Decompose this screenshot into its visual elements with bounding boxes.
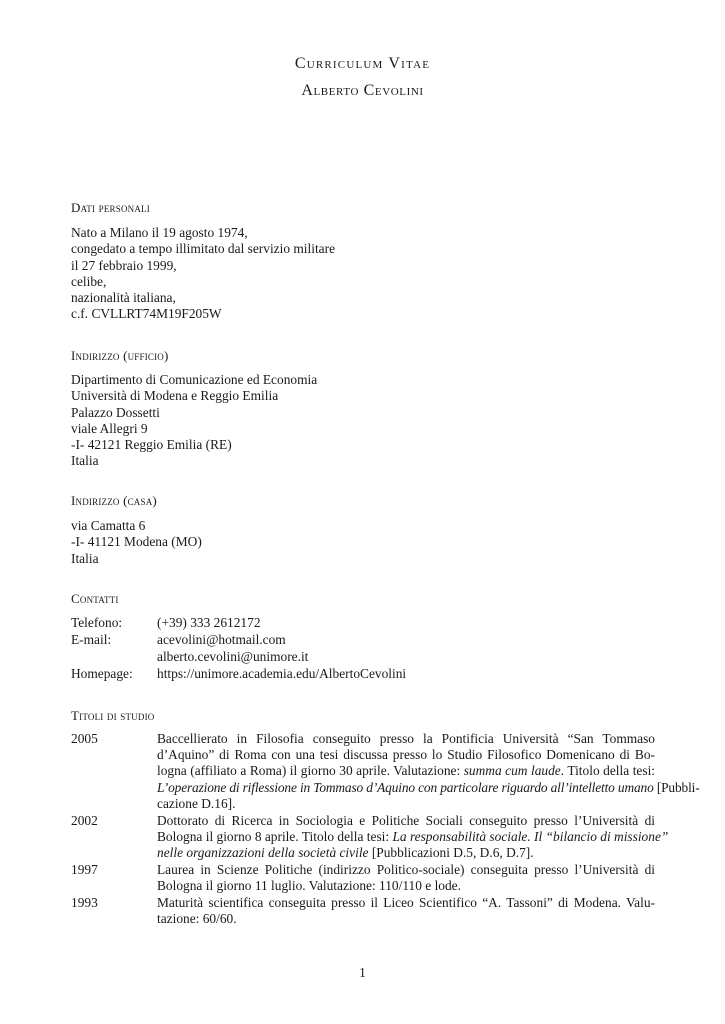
education-line: d’Aquino” di Roma con una tesi discussa presso lo Studio Filosofico Domenicano di Bo- — [157, 747, 655, 763]
education-text: logna (affiliato a Roma) il giorno 30 aprile. Valutazione: — [157, 763, 464, 779]
section-heading-personal: Dati personali — [71, 200, 150, 215]
education-line: Dottorato di Ricerca in Sociologia e Politiche Sociali conseguito presso l’Università di — [157, 813, 655, 828]
address-line: via Camatta 6 — [71, 518, 146, 533]
education-line: tazione: 60/60. — [157, 911, 237, 927]
email-link[interactable]: acevolini@hotmail.com — [157, 632, 286, 647]
education-year: 2005 — [71, 731, 98, 746]
address-line: Italia — [71, 453, 99, 469]
homepage-label: Homepage: — [71, 666, 133, 681]
education-line: Bologna il giorno 11 luglio. Valutazione: 110/110 e lode. — [157, 878, 461, 894]
education-text: [Pubblicazioni D.5, D.6, D.7]. — [368, 845, 534, 861]
education-year: 1993 — [71, 895, 98, 910]
office-address — [71, 372, 317, 470]
personal-line: Nato a Milano il 19 agosto 1974, — [71, 225, 248, 240]
education-line: Laurea in Scienze Politiche (indirizzo Politico-sociale) conseguita presso l’Università di — [157, 862, 655, 877]
personal-info — [71, 225, 335, 323]
thesis-title: La responsabilità sociale. Il “bilancio di missione” — [392, 829, 669, 845]
address-line: Palazzo Dossetti — [71, 404, 160, 420]
phone-label: Telefono: — [71, 615, 123, 630]
education-line — [157, 779, 700, 796]
document-title: Curriculum Vitae — [294, 55, 431, 72]
education-description — [157, 862, 655, 894]
education-line: Maturità scientifica conseguita presso il Liceo Scientifico “A. Tassoni” di Modena. Valu- — [157, 895, 655, 910]
education-description — [157, 731, 700, 812]
address-line: -I- 41121 Modena (MO) — [71, 534, 202, 550]
education-grade: summa cum laude — [463, 763, 561, 779]
education-description — [157, 813, 669, 862]
personal-line: congedato a tempo illimitato dal servizio militare — [71, 241, 336, 257]
thesis-title: L’operazione di riflessione in Tommaso d’Aquino con particolare riguardo all’intelletto umano — [157, 779, 654, 795]
personal-line: c.f. CVLLRT74M19F205W — [71, 306, 222, 322]
email-label: E-mail: — [71, 632, 112, 647]
address-line: Università di Modena e Reggio Emilia — [71, 388, 279, 404]
home-address — [71, 518, 202, 567]
education-year: 1997 — [71, 862, 98, 877]
section-heading-education: Titoli di studio — [71, 708, 155, 723]
thesis-title: nelle organizzazioni della società civile — [157, 845, 369, 861]
education-text: [Pubbli- — [653, 779, 700, 795]
education-description — [157, 895, 655, 927]
address-line: -I- 42121 Reggio Emilia (RE) — [71, 437, 232, 453]
address-line: Italia — [71, 550, 99, 566]
education-line — [157, 845, 655, 861]
section-heading-home-address: Indirizzo (casa) — [71, 493, 157, 508]
education-line — [157, 829, 669, 845]
address-line: viale Allegri 9 — [71, 420, 148, 436]
email-link[interactable]: alberto.cevolini@unimore.it — [157, 649, 309, 664]
education-text: . Titolo della tesi: — [560, 763, 656, 779]
education-line: Baccellierato in Filosofia conseguito presso la Pontificia Università “San Tommaso — [157, 731, 655, 746]
address-line: Dipartimento di Comunicazione ed Economia — [71, 372, 318, 387]
phone-value: (+39) 333 2612172 — [157, 615, 261, 630]
education-year: 2002 — [71, 813, 98, 828]
page-number: 1 — [359, 965, 366, 980]
personal-line: nazionalità italiana, — [71, 290, 176, 306]
personal-line: il 27 febbraio 1999, — [71, 257, 177, 273]
education-line — [157, 763, 655, 779]
section-heading-contacts: Contatti — [71, 591, 119, 606]
section-heading-office-address: Indirizzo (ufficio) — [71, 348, 169, 363]
author-name: Alberto Cevolini — [301, 82, 424, 99]
education-line: cazione D.16]. — [157, 795, 236, 811]
homepage-link[interactable]: https://unimore.academia.edu/AlbertoCevolini — [157, 666, 407, 681]
personal-line: celibe, — [71, 273, 107, 289]
education-text: Bologna il giorno 8 aprile. Titolo della tesi: — [157, 829, 393, 845]
